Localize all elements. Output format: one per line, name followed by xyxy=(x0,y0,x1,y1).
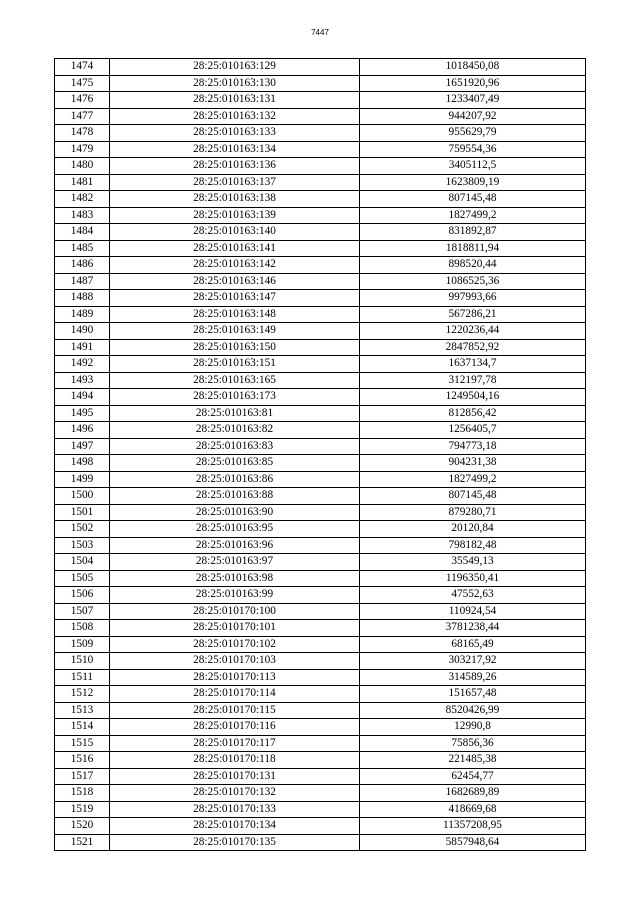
cadastral-value-cell: 1827499,2 xyxy=(360,471,586,488)
row-number-cell: 1489 xyxy=(55,306,110,323)
table-row xyxy=(55,207,586,224)
cadastral-number-cell: 28:25:010163:150 xyxy=(110,339,360,356)
table-row xyxy=(55,339,586,356)
table-row xyxy=(55,438,586,455)
row-number-cell: 1485 xyxy=(55,240,110,257)
cadastral-number-cell: 28:25:010163:90 xyxy=(110,504,360,521)
row-number-cell: 1520 xyxy=(55,818,110,835)
cadastral-value-cell: 8520426,99 xyxy=(360,702,586,719)
table-row xyxy=(55,488,586,505)
row-number-cell: 1507 xyxy=(55,603,110,620)
table-row xyxy=(55,702,586,719)
page-number: 7447 xyxy=(311,28,329,37)
cadastral-number-cell: 28:25:010170:132 xyxy=(110,785,360,802)
cadastral-value-cell: 807145,48 xyxy=(360,191,586,208)
row-number-cell: 1521 xyxy=(55,834,110,851)
cadastral-value-cell: 831892,87 xyxy=(360,224,586,241)
row-number-cell: 1478 xyxy=(55,125,110,142)
cadastral-value-cell: 20120,84 xyxy=(360,521,586,538)
row-number-cell: 1486 xyxy=(55,257,110,274)
cadastral-value-cell: 1249504,16 xyxy=(360,389,586,406)
row-number-cell: 1495 xyxy=(55,405,110,422)
cadastral-value-cell: 944207,92 xyxy=(360,108,586,125)
row-number-cell: 1500 xyxy=(55,488,110,505)
table-row xyxy=(55,785,586,802)
cadastral-value-cell: 898520,44 xyxy=(360,257,586,274)
cadastral-number-cell: 28:25:010170:101 xyxy=(110,620,360,637)
cadastral-number-cell: 28:25:010170:100 xyxy=(110,603,360,620)
table-row xyxy=(55,735,586,752)
cadastral-value-cell: 1651920,96 xyxy=(360,75,586,92)
table-row xyxy=(55,471,586,488)
cadastral-value-cell: 812856,42 xyxy=(360,405,586,422)
table-row xyxy=(55,587,586,604)
cadastral-number-cell: 28:25:010163:142 xyxy=(110,257,360,274)
table-row xyxy=(55,719,586,736)
cadastral-number-cell: 28:25:010170:134 xyxy=(110,818,360,835)
table-row xyxy=(55,290,586,307)
cadastral-number-cell: 28:25:010163:151 xyxy=(110,356,360,373)
table-row xyxy=(55,422,586,439)
table-row xyxy=(55,108,586,125)
table-row xyxy=(55,158,586,175)
table-row xyxy=(55,620,586,637)
table-row xyxy=(55,405,586,422)
cadastral-value-cell: 2847852,92 xyxy=(360,339,586,356)
cadastral-number-cell: 28:25:010163:99 xyxy=(110,587,360,604)
cadastral-value-cell: 5857948,64 xyxy=(360,834,586,851)
cadastral-number-cell: 28:25:010163:139 xyxy=(110,207,360,224)
cadastral-value-cell: 997993,66 xyxy=(360,290,586,307)
row-number-cell: 1509 xyxy=(55,636,110,653)
row-number-cell: 1508 xyxy=(55,620,110,637)
cadastral-value-cell: 807145,48 xyxy=(360,488,586,505)
table-row xyxy=(55,686,586,703)
row-number-cell: 1483 xyxy=(55,207,110,224)
row-number-cell: 1511 xyxy=(55,669,110,686)
table-row xyxy=(55,653,586,670)
cadastral-value-cell: 759554,36 xyxy=(360,141,586,158)
cadastral-value-cell: 312197,78 xyxy=(360,372,586,389)
table-row xyxy=(55,455,586,472)
cadastral-number-cell: 28:25:010170:131 xyxy=(110,768,360,785)
row-number-cell: 1488 xyxy=(55,290,110,307)
row-number-cell: 1512 xyxy=(55,686,110,703)
table-row xyxy=(55,521,586,538)
table-row xyxy=(55,570,586,587)
cadastral-value-cell: 62454,77 xyxy=(360,768,586,785)
row-number-cell: 1480 xyxy=(55,158,110,175)
table-row xyxy=(55,752,586,769)
cadastral-number-cell: 28:25:010163:146 xyxy=(110,273,360,290)
cadastral-number-cell: 28:25:010163:95 xyxy=(110,521,360,538)
cadastral-number-cell: 28:25:010170:117 xyxy=(110,735,360,752)
row-number-cell: 1482 xyxy=(55,191,110,208)
row-number-cell: 1503 xyxy=(55,537,110,554)
table-row xyxy=(55,240,586,257)
cadastral-value-cell: 68165,49 xyxy=(360,636,586,653)
cadastral-value-cell: 1256405,7 xyxy=(360,422,586,439)
table-row xyxy=(55,59,586,76)
table-row xyxy=(55,224,586,241)
cadastral-number-cell: 28:25:010170:102 xyxy=(110,636,360,653)
row-number-cell: 1515 xyxy=(55,735,110,752)
cadastral-value-cell: 904231,38 xyxy=(360,455,586,472)
row-number-cell: 1513 xyxy=(55,702,110,719)
cadastral-number-cell: 28:25:010170:103 xyxy=(110,653,360,670)
table-row xyxy=(55,372,586,389)
row-number-cell: 1479 xyxy=(55,141,110,158)
table-row xyxy=(55,636,586,653)
cadastral-value-cell: 3405112,5 xyxy=(360,158,586,175)
row-number-cell: 1497 xyxy=(55,438,110,455)
table-row xyxy=(55,92,586,109)
row-number-cell: 1477 xyxy=(55,108,110,125)
row-number-cell: 1496 xyxy=(55,422,110,439)
cadastral-value-cell: 12990,8 xyxy=(360,719,586,736)
row-number-cell: 1481 xyxy=(55,174,110,191)
cadastral-value-table xyxy=(54,58,586,851)
cadastral-number-cell: 28:25:010163:138 xyxy=(110,191,360,208)
cadastral-value-cell: 567286,21 xyxy=(360,306,586,323)
cadastral-value-cell: 314589,26 xyxy=(360,669,586,686)
row-number-cell: 1516 xyxy=(55,752,110,769)
cadastral-value-cell: 879280,71 xyxy=(360,504,586,521)
cadastral-value-cell: 1018450,08 xyxy=(360,59,586,76)
cadastral-number-cell: 28:25:010163:132 xyxy=(110,108,360,125)
table-row xyxy=(55,191,586,208)
cadastral-value-cell: 1233407,49 xyxy=(360,92,586,109)
row-number-cell: 1475 xyxy=(55,75,110,92)
cadastral-value-cell: 1196350,41 xyxy=(360,570,586,587)
cadastral-value-cell: 418669,68 xyxy=(360,801,586,818)
cadastral-value-cell: 47552,63 xyxy=(360,587,586,604)
cadastral-number-cell: 28:25:010163:133 xyxy=(110,125,360,142)
cadastral-number-cell: 28:25:010163:97 xyxy=(110,554,360,571)
table-row xyxy=(55,818,586,835)
row-number-cell: 1493 xyxy=(55,372,110,389)
cadastral-number-cell: 28:25:010163:82 xyxy=(110,422,360,439)
cadastral-number-cell: 28:25:010163:140 xyxy=(110,224,360,241)
cadastral-number-cell: 28:25:010170:135 xyxy=(110,834,360,851)
table-row xyxy=(55,603,586,620)
cadastral-number-cell: 28:25:010163:85 xyxy=(110,455,360,472)
cadastral-value-cell: 1220236,44 xyxy=(360,323,586,340)
row-number-cell: 1484 xyxy=(55,224,110,241)
cadastral-number-cell: 28:25:010163:141 xyxy=(110,240,360,257)
row-number-cell: 1519 xyxy=(55,801,110,818)
cadastral-value-cell: 75856,36 xyxy=(360,735,586,752)
row-number-cell: 1518 xyxy=(55,785,110,802)
cadastral-number-cell: 28:25:010163:83 xyxy=(110,438,360,455)
table-body xyxy=(55,59,586,851)
cadastral-number-cell: 28:25:010163:149 xyxy=(110,323,360,340)
row-number-cell: 1510 xyxy=(55,653,110,670)
table-row xyxy=(55,801,586,818)
cadastral-number-cell: 28:25:010163:98 xyxy=(110,570,360,587)
row-number-cell: 1501 xyxy=(55,504,110,521)
cadastral-value-cell: 35549,13 xyxy=(360,554,586,571)
cadastral-number-cell: 28:25:010170:133 xyxy=(110,801,360,818)
row-number-cell: 1476 xyxy=(55,92,110,109)
table-row xyxy=(55,669,586,686)
row-number-cell: 1474 xyxy=(55,59,110,76)
cadastral-value-cell: 221485,38 xyxy=(360,752,586,769)
cadastral-value-cell: 303217,92 xyxy=(360,653,586,670)
cadastral-number-cell: 28:25:010163:134 xyxy=(110,141,360,158)
table-row xyxy=(55,75,586,92)
cadastral-value-cell: 1623809,19 xyxy=(360,174,586,191)
cadastral-number-cell: 28:25:010163:148 xyxy=(110,306,360,323)
table-row xyxy=(55,323,586,340)
row-number-cell: 1499 xyxy=(55,471,110,488)
table-row xyxy=(55,504,586,521)
row-number-cell: 1498 xyxy=(55,455,110,472)
row-number-cell: 1502 xyxy=(55,521,110,538)
cadastral-number-cell: 28:25:010163:147 xyxy=(110,290,360,307)
cadastral-number-cell: 28:25:010163:86 xyxy=(110,471,360,488)
cadastral-number-cell: 28:25:010170:116 xyxy=(110,719,360,736)
cadastral-number-cell: 28:25:010163:137 xyxy=(110,174,360,191)
cadastral-number-cell: 28:25:010163:136 xyxy=(110,158,360,175)
row-number-cell: 1506 xyxy=(55,587,110,604)
row-number-cell: 1517 xyxy=(55,768,110,785)
cadastral-value-cell: 794773,18 xyxy=(360,438,586,455)
cadastral-value-cell: 1818811,94 xyxy=(360,240,586,257)
row-number-cell: 1494 xyxy=(55,389,110,406)
table-row xyxy=(55,834,586,851)
row-number-cell: 1490 xyxy=(55,323,110,340)
cadastral-value-cell: 1086525,36 xyxy=(360,273,586,290)
table-row xyxy=(55,389,586,406)
cadastral-value-cell: 1827499,2 xyxy=(360,207,586,224)
cadastral-number-cell: 28:25:010163:131 xyxy=(110,92,360,109)
table-row xyxy=(55,554,586,571)
cadastral-number-cell: 28:25:010163:165 xyxy=(110,372,360,389)
cadastral-value-cell: 1637134,7 xyxy=(360,356,586,373)
cadastral-number-cell: 28:25:010170:115 xyxy=(110,702,360,719)
cadastral-number-cell: 28:25:010163:129 xyxy=(110,59,360,76)
table-row xyxy=(55,257,586,274)
cadastral-number-cell: 28:25:010170:114 xyxy=(110,686,360,703)
cadastral-number-cell: 28:25:010163:173 xyxy=(110,389,360,406)
cadastral-value-cell: 3781238,44 xyxy=(360,620,586,637)
table-row xyxy=(55,141,586,158)
cadastral-number-cell: 28:25:010163:96 xyxy=(110,537,360,554)
cadastral-number-cell: 28:25:010163:130 xyxy=(110,75,360,92)
row-number-cell: 1504 xyxy=(55,554,110,571)
cadastral-number-cell: 28:25:010170:118 xyxy=(110,752,360,769)
cadastral-value-cell: 798182,48 xyxy=(360,537,586,554)
cadastral-value-cell: 151657,48 xyxy=(360,686,586,703)
table-row xyxy=(55,356,586,373)
table-row xyxy=(55,306,586,323)
table-row xyxy=(55,174,586,191)
table-row xyxy=(55,768,586,785)
row-number-cell: 1491 xyxy=(55,339,110,356)
cadastral-value-cell: 1682689,89 xyxy=(360,785,586,802)
table-row xyxy=(55,125,586,142)
row-number-cell: 1492 xyxy=(55,356,110,373)
row-number-cell: 1487 xyxy=(55,273,110,290)
cadastral-value-cell: 110924,54 xyxy=(360,603,586,620)
cadastral-number-cell: 28:25:010170:113 xyxy=(110,669,360,686)
row-number-cell: 1505 xyxy=(55,570,110,587)
cadastral-number-cell: 28:25:010163:81 xyxy=(110,405,360,422)
table-row xyxy=(55,537,586,554)
cadastral-value-cell: 11357208,95 xyxy=(360,818,586,835)
row-number-cell: 1514 xyxy=(55,719,110,736)
cadastral-number-cell: 28:25:010163:88 xyxy=(110,488,360,505)
table-row xyxy=(55,273,586,290)
cadastral-value-cell: 955629,79 xyxy=(360,125,586,142)
